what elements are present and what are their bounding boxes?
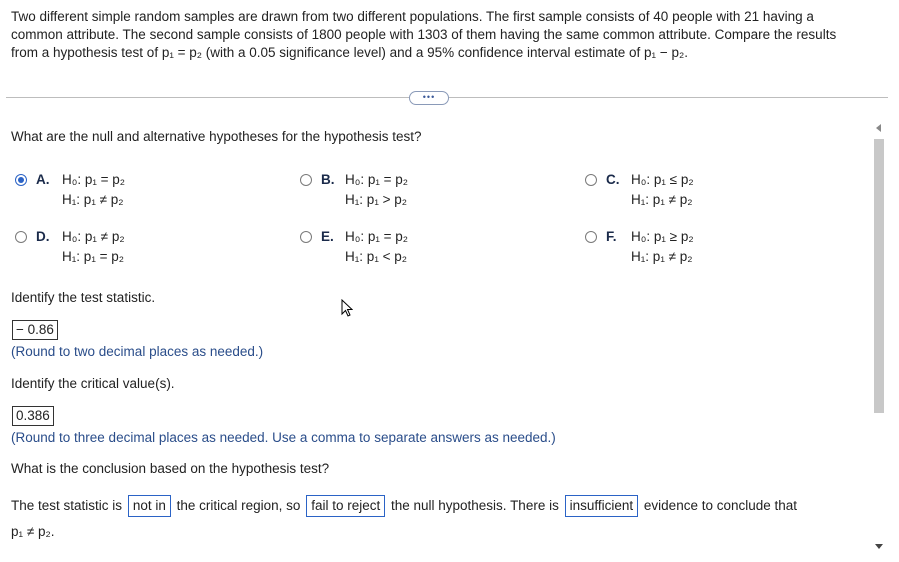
test-statistic-prompt: Identify the test statistic. bbox=[11, 290, 156, 305]
scrollbar-thumb[interactable] bbox=[874, 139, 884, 413]
conclusion-claim: p₁ ≠ p₂. bbox=[11, 524, 55, 539]
option-f-h0: H₀: p₁ ≥ p₂ bbox=[631, 229, 694, 244]
problem-statement: Two different simple random samples are drawn from two different populations. The first sample consists of 40 people with 21 having a common attribute. The second sample consists of 1800 people with 1303 of them having the same common attribute. Compare the results from a hypothesis test of p₁ = p₂ (with a 0.05 significance level) and a 95% confidence interval estimate of p₁ − p₂. bbox=[11, 9, 837, 60]
option-a-letter: A. bbox=[36, 172, 50, 187]
option-c-h0: H₀: p₁ ≤ p₂ bbox=[631, 172, 694, 187]
option-e-h1: H₁: p₁ < p₂ bbox=[345, 249, 408, 264]
conclusion-text-3: the null hypothesis. There is bbox=[390, 498, 559, 513]
conclusion-prompt: What is the conclusion based on the hypothesis test? bbox=[11, 461, 330, 476]
conclusion-text-1: The test statistic is bbox=[11, 498, 123, 513]
conclusion-text-2: the critical region, so bbox=[176, 498, 301, 513]
option-f-radio[interactable] bbox=[585, 231, 597, 243]
critical-value-answer-box[interactable]: 0.386 bbox=[12, 406, 54, 426]
option-c-radio[interactable] bbox=[585, 174, 597, 186]
vertical-scrollbar[interactable] bbox=[872, 124, 886, 554]
option-f-letter: F. bbox=[606, 229, 617, 244]
option-a-h1: H₁: p₁ ≠ p₂ bbox=[62, 192, 124, 207]
scroll-down-arrow-icon[interactable] bbox=[875, 544, 883, 549]
option-a-radio[interactable] bbox=[15, 174, 27, 186]
option-b-h0: H₀: p₁ = p₂ bbox=[345, 172, 409, 187]
option-a-h0: H₀: p₁ = p₂ bbox=[62, 172, 126, 187]
critical-value-hint: (Round to three decimal places as needed. Use a comma to separate answers as needed.) bbox=[11, 430, 556, 445]
option-d-h1: H₁: p₁ = p₂ bbox=[62, 249, 125, 264]
evidence-dropdown[interactable]: insufficient bbox=[565, 495, 639, 517]
option-d-radio[interactable] bbox=[15, 231, 27, 243]
option-d-letter: D. bbox=[36, 229, 50, 244]
question-hypotheses-prompt: What are the null and alternative hypotheses for the hypothesis test? bbox=[11, 129, 422, 144]
option-e-letter: E. bbox=[321, 229, 334, 244]
option-f-h1: H₁: p₁ ≠ p₂ bbox=[631, 249, 693, 264]
option-b-radio[interactable] bbox=[300, 174, 312, 186]
option-e-radio[interactable] bbox=[300, 231, 312, 243]
test-statistic-hint: (Round to two decimal places as needed.) bbox=[11, 344, 264, 359]
mouse-cursor-icon bbox=[341, 299, 353, 317]
conclusion-text-4: evidence to conclude that bbox=[643, 498, 798, 513]
critical-region-dropdown[interactable]: not in bbox=[128, 495, 171, 517]
option-c-h1: H₁: p₁ ≠ p₂ bbox=[631, 192, 693, 207]
conclusion-sentence bbox=[11, 495, 797, 517]
option-d-h0: H₀: p₁ ≠ p₂ bbox=[62, 229, 125, 244]
option-c-letter: C. bbox=[606, 172, 620, 187]
option-e-h0: H₀: p₁ = p₂ bbox=[345, 229, 409, 244]
critical-value-prompt: Identify the critical value(s). bbox=[11, 376, 175, 391]
expand-button[interactable]: ••• bbox=[409, 91, 449, 105]
option-b-h1: H₁: p₁ > p₂ bbox=[345, 192, 408, 207]
reject-decision-dropdown[interactable]: fail to reject bbox=[306, 495, 385, 517]
scroll-up-arrow-icon[interactable] bbox=[876, 124, 881, 132]
option-b-letter: B. bbox=[321, 172, 335, 187]
test-statistic-answer-box[interactable]: − 0.86 bbox=[12, 320, 58, 340]
